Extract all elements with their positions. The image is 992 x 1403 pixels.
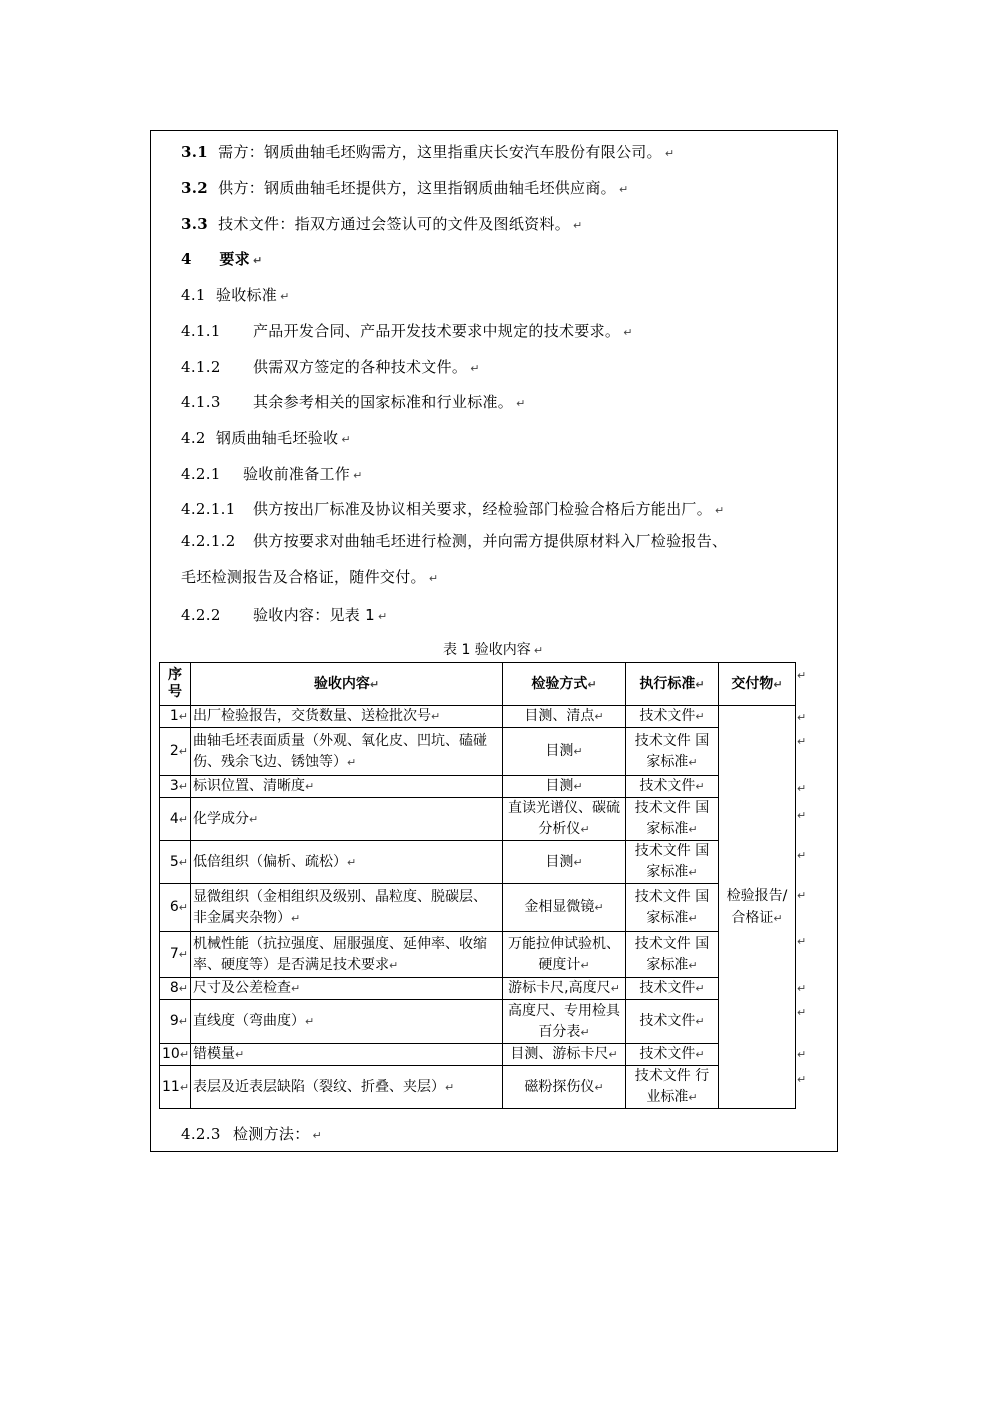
cell-item-text: 化学成分 (193, 810, 249, 827)
cell-no-text: 5 (169, 853, 179, 870)
row-end-mark: ↵ (797, 1006, 807, 1019)
table-header-row (160, 663, 796, 706)
cell-mark: ↵ (695, 677, 705, 691)
header-item (191, 663, 503, 706)
cell-method (503, 978, 626, 1000)
cell-item (191, 1066, 503, 1109)
paragraph-4-1-1 (181, 322, 633, 342)
cell-item (191, 706, 503, 728)
cell-method (503, 841, 626, 884)
cell-no-text: 8 (169, 980, 179, 996)
paragraph-3-2 (181, 179, 628, 199)
table-row (160, 978, 796, 1000)
cell-no (160, 884, 191, 932)
cell-method (503, 1000, 626, 1044)
cell-mark: ↵ (178, 1015, 188, 1028)
table-row (160, 841, 796, 884)
cell-method (503, 706, 626, 728)
cell-mark: ↵ (178, 901, 188, 914)
cell-method-text: 游标卡尺,高度尺 (508, 980, 611, 996)
paragraph-text: 供方：钢质曲轴毛坯提供方，这里指钢质曲轴毛坯供应商。 (218, 179, 616, 197)
cell-method (503, 1066, 626, 1109)
cell-standard (626, 798, 719, 841)
cell-item-text: 机械性能（抗拉强度、屈服强度、延伸率、收缩率、硬度等）是否满足技术要求 (193, 935, 487, 973)
cell-standard-text: 技术文件 (639, 778, 696, 794)
paragraph-mark: ↵ (618, 183, 629, 196)
paragraph-mark: ↵ (353, 469, 363, 482)
paragraph-mark: ↵ (533, 644, 544, 657)
cell-mark: ↵ (235, 1048, 245, 1061)
row-end-mark: ↵ (797, 849, 807, 862)
cell-standard (626, 884, 719, 932)
caption-text: 表 1 验收内容 (443, 642, 531, 658)
heading-4-2-1 (181, 465, 363, 485)
paragraph-number: 3.1 (181, 143, 208, 161)
cell-method-text: 目测 (545, 743, 574, 759)
cell-method-text: 万能拉伸试验机、硬度计 (508, 935, 620, 973)
paragraph-4-2-1-2 (181, 532, 727, 550)
cell-method-text: 目测 (545, 778, 574, 794)
cell-mark: ↵ (178, 948, 188, 961)
paragraph-text: 供方按要求对曲轴毛坯进行检测，并向需方提供原材料入厂检验报告、 (253, 532, 728, 550)
cell-standard (626, 1044, 719, 1066)
cell-no-text: 9 (169, 1013, 179, 1029)
paragraph-text: 供需双方签定的各种技术文件。 (253, 358, 468, 376)
cell-no-text: 2 (169, 743, 179, 759)
paragraph-number: 4.1.3 (181, 393, 221, 411)
paragraph-number: 3.3 (181, 215, 208, 233)
paragraph-mark: ↵ (280, 290, 290, 303)
cell-mark: ↵ (688, 958, 698, 972)
cell-mark: ↵ (178, 855, 188, 869)
table-row (160, 932, 796, 978)
paragraph-3-1 (181, 143, 674, 163)
cell-item (191, 1044, 503, 1066)
row-end-mark: ↵ (797, 735, 807, 748)
cell-mark: ↵ (347, 755, 357, 769)
cell-item-text: 低倍组织（偏析、疏松） (193, 853, 347, 870)
cell-mark: ↵ (291, 911, 301, 925)
paragraph-number: 4.2.2 (181, 606, 221, 624)
paragraph-mark: ↵ (428, 572, 439, 585)
row-end-mark: ↵ (797, 982, 807, 995)
paragraph-text: 毛坯检测报告及合格证，随件交付。 (181, 568, 426, 586)
row-end-mark: ↵ (797, 669, 807, 682)
cell-no (160, 1044, 191, 1066)
cell-mark: ↵ (773, 911, 783, 925)
cell-standard-text: 技术文件 国家标准 (634, 800, 710, 837)
cell-mark: ↵ (695, 780, 705, 793)
cell-mark: ↵ (773, 677, 783, 691)
cell-standard (626, 978, 719, 1000)
cell-mark: ↵ (573, 855, 583, 869)
header-standard (626, 663, 719, 706)
cell-mark: ↵ (695, 1048, 705, 1061)
paragraph-mark: ↵ (573, 219, 583, 232)
paragraph-mark: ↵ (341, 433, 351, 446)
cell-item (191, 932, 503, 978)
cell-mark: ↵ (291, 982, 301, 995)
cell-standard-text: 技术文件 (639, 708, 696, 724)
table-row (160, 798, 796, 841)
cell-item (191, 798, 503, 841)
cell-method (503, 728, 626, 776)
cell-mark: ↵ (178, 780, 188, 793)
header-delivery (719, 663, 796, 706)
row-end-mark: ↵ (797, 935, 807, 948)
paragraph-mark: ↵ (470, 362, 480, 375)
cell-item (191, 776, 503, 798)
cell-item-text: 直线度（弯曲度） (193, 1013, 305, 1029)
paragraph-mark: ↵ (378, 610, 388, 623)
cell-mark: ↵ (249, 812, 259, 826)
paragraph-4-2-1-1 (181, 500, 725, 520)
cell-mark: ↵ (178, 982, 188, 995)
paragraph-number: 4.2.1.1 (181, 500, 236, 518)
cell-mark: ↵ (305, 1015, 315, 1028)
cell-no-text: 6 (169, 899, 179, 915)
paragraph-mark: ↵ (312, 1129, 323, 1142)
cell-mark: ↵ (587, 677, 597, 691)
cell-no (160, 728, 191, 776)
cell-method-text: 高度尺、专用检具百分表 (508, 1002, 620, 1040)
cell-method (503, 798, 626, 841)
heading-text: 验收标准 (215, 286, 278, 304)
cell-delivery (719, 706, 796, 1109)
paragraph-text: 供方按出厂标准及协议相关要求，经检验部门检验合格后方能出厂。 (253, 500, 713, 518)
table-row (160, 706, 796, 728)
paragraph-4-2-1-2-cont (181, 568, 438, 588)
table-caption (443, 641, 543, 660)
paragraph-3-3 (181, 215, 583, 235)
cell-standard-text: 技术文件 (639, 980, 696, 996)
cell-standard-text: 技术文件 (639, 1046, 696, 1062)
cell-method-text: 目测 (545, 853, 574, 870)
paragraph-mark: ↵ (715, 504, 725, 517)
cell-no (160, 1066, 191, 1109)
cell-standard (626, 841, 719, 884)
cell-item (191, 841, 503, 884)
cell-mark: ↵ (573, 780, 583, 793)
table-row (160, 1000, 796, 1044)
cell-method (503, 884, 626, 932)
cell-standard-text: 技术文件 国家标准 (634, 935, 710, 973)
cell-mark: ↵ (445, 1080, 455, 1094)
cell-method-text: 直读光谱仪、碳硫分析仪 (508, 800, 620, 837)
row-end-mark: ↵ (797, 782, 807, 795)
cell-method (503, 932, 626, 978)
paragraph-number: 4.1.2 (181, 358, 221, 376)
cell-mark: ↵ (389, 958, 399, 972)
cell-standard (626, 1000, 719, 1044)
header-no-label: 序号 (168, 667, 182, 700)
cell-mark: ↵ (688, 911, 698, 925)
cell-mark: ↵ (688, 866, 698, 879)
row-end-mark: ↵ (797, 889, 807, 902)
cell-item (191, 978, 503, 1000)
cell-method-text: 金相显微镜 (524, 899, 595, 915)
cell-mark: ↵ (178, 710, 188, 723)
cell-mark: ↵ (695, 710, 705, 723)
cell-mark: ↵ (594, 1080, 604, 1094)
row-end-mark: ↵ (797, 711, 807, 724)
row-end-mark: ↵ (797, 1073, 807, 1086)
cell-item-text: 曲轴毛坯表面质量（外观、氧化皮、凹坑、磕碰伤、残余飞边、锈蚀等） (193, 732, 487, 770)
cell-item (191, 884, 503, 932)
table-row (160, 884, 796, 932)
paragraph-4-2-3 (181, 1125, 322, 1145)
heading-text: 要求 (219, 250, 250, 268)
cell-item-text: 出厂检验报告，交货数量、送检批次号 (193, 708, 431, 724)
table-row (160, 728, 796, 776)
cell-item-text: 表层及近表层缺陷（裂纹、折叠、夹层） (193, 1078, 445, 1095)
paragraph-text: 检测方法： (233, 1125, 310, 1143)
cell-mark: ↵ (369, 677, 380, 691)
table-body (160, 706, 796, 1109)
cell-mark: ↵ (347, 855, 357, 869)
cell-standard-text: 技术文件 国家标准 (634, 888, 710, 926)
cell-method (503, 1044, 626, 1066)
heading-number: 4 (181, 250, 192, 268)
cell-no-text: 10 (162, 1046, 180, 1062)
cell-standard (626, 728, 719, 776)
header-delivery-label: 交付物 (731, 675, 774, 692)
paragraph-text: 验收内容：见表 1 (253, 606, 376, 624)
heading-text: 验收前准备工作 (243, 465, 351, 483)
paragraph-number: 3.2 (181, 179, 208, 197)
acceptance-table (159, 662, 796, 1109)
cell-mark: ↵ (573, 745, 583, 758)
cell-mark: ↵ (179, 1048, 190, 1061)
heading-4 (181, 250, 263, 270)
heading-number: 4.1 (181, 286, 206, 304)
cell-no-text: 11 (162, 1078, 180, 1095)
paragraph-number: 4.2.1.2 (181, 532, 236, 550)
cell-item-text: 错模量 (193, 1046, 235, 1062)
paragraph-4-1-3 (181, 393, 526, 413)
cell-no (160, 798, 191, 841)
paragraph-text: 技术文件：指双方通过会签认可的文件及图纸资料。 (218, 215, 571, 233)
heading-4-1 (181, 286, 290, 306)
cell-no-text: 1 (169, 708, 179, 724)
cell-no-text: 4 (169, 810, 179, 827)
cell-mark: ↵ (594, 710, 604, 723)
paragraph-mark: ↵ (252, 254, 263, 267)
cell-mark: ↵ (580, 1025, 590, 1039)
cell-method (503, 776, 626, 798)
cell-mark: ↵ (695, 982, 705, 995)
header-standard-label: 执行标准 (639, 675, 696, 692)
cell-standard (626, 706, 719, 728)
row-end-mark: ↵ (797, 1048, 807, 1061)
cell-no (160, 841, 191, 884)
cell-item (191, 1000, 503, 1044)
cell-standard-text: 技术文件 国家标准 (634, 843, 710, 880)
cell-mark: ↵ (608, 1048, 618, 1061)
table-row (160, 1066, 796, 1109)
cell-standard (626, 776, 719, 798)
cell-method-text: 目测、游标卡尺 (510, 1046, 609, 1062)
cell-method-text: 磁粉探伤仪 (524, 1078, 595, 1095)
cell-no-text: 7 (169, 946, 179, 962)
paragraph-4-2-2 (181, 606, 388, 626)
cell-standard (626, 1066, 719, 1109)
cell-mark: ↵ (305, 780, 315, 793)
cell-mark: ↵ (610, 982, 620, 995)
paragraph-text: 其余参考相关的国家标准和行业标准。 (253, 393, 514, 411)
cell-delivery-text: 检验报告/合格证 (726, 887, 788, 926)
cell-standard-text: 技术文件 国家标准 (634, 732, 710, 770)
paragraph-text: 产品开发合同、产品开发技术要求中规定的技术要求。 (253, 322, 621, 340)
cell-mark: ↵ (580, 823, 590, 836)
paragraph-number: 4.1.1 (181, 322, 221, 340)
header-method (503, 663, 626, 706)
cell-standard-text: 技术文件 (639, 1013, 696, 1029)
cell-standard (626, 932, 719, 978)
heading-number: 4.2 (181, 429, 206, 447)
cell-item-text: 显微组织（金相组织及级别、晶粒度、脱碳层、非金属夹杂物） (193, 888, 487, 926)
cell-mark: ↵ (695, 1015, 705, 1028)
cell-mark: ↵ (178, 812, 188, 826)
paragraph-mark: ↵ (664, 147, 675, 160)
cell-mark: ↵ (688, 1091, 698, 1104)
paragraph-mark: ↵ (623, 326, 633, 339)
cell-mark: ↵ (688, 755, 698, 769)
cell-item-text: 标识位置、清晰度 (193, 778, 305, 794)
cell-mark: ↵ (688, 823, 698, 836)
cell-mark: ↵ (178, 745, 188, 758)
header-no (160, 663, 191, 706)
cell-method-text: 目测、清点 (524, 708, 595, 724)
table-row (160, 1044, 796, 1066)
cell-item-text: 尺寸及公差检查 (193, 980, 291, 996)
cell-item (191, 728, 503, 776)
paragraph-4-1-2 (181, 358, 480, 378)
cell-no-text: 3 (169, 778, 179, 794)
cell-no (160, 706, 191, 728)
paragraph-number: 4.2.3 (181, 1125, 221, 1143)
paragraph-text: 需方：钢质曲轴毛坯购需方，这里指重庆长安汽车股份有限公司。 (218, 143, 662, 161)
cell-no (160, 776, 191, 798)
heading-4-2 (181, 429, 351, 449)
cell-mark: ↵ (179, 1080, 190, 1094)
header-method-label: 检验方式 (531, 675, 588, 692)
header-item-label: 验收内容 (313, 675, 370, 692)
cell-mark: ↵ (594, 901, 604, 914)
paragraph-mark: ↵ (516, 397, 526, 410)
cell-no (160, 1000, 191, 1044)
table-row (160, 776, 796, 798)
cell-mark: ↵ (580, 958, 590, 972)
row-end-mark: ↵ (797, 809, 807, 822)
heading-number: 4.2.1 (181, 465, 221, 483)
cell-no (160, 932, 191, 978)
cell-standard-text: 技术文件 行业标准 (634, 1068, 710, 1105)
heading-text: 钢质曲轴毛坯验收 (215, 429, 339, 447)
cell-mark: ↵ (431, 710, 441, 723)
cell-no (160, 978, 191, 1000)
